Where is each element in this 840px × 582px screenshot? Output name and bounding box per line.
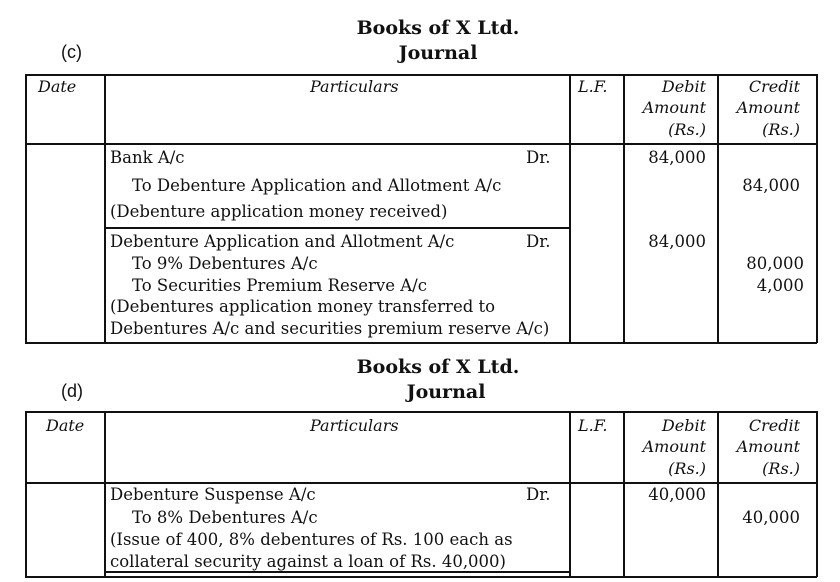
header-date: Date bbox=[46, 416, 85, 435]
journal-title-d: Journal bbox=[406, 381, 486, 403]
credit-account: To 9% Debentures A/c bbox=[132, 254, 318, 273]
narration: (Issue of 400, 8% debentures of Rs. 100 each as bbox=[110, 530, 513, 549]
narration: (Debentures application money transferred to bbox=[110, 297, 496, 316]
debit-account: Bank A/c bbox=[110, 148, 185, 167]
narration: (Debenture application money received) bbox=[110, 202, 448, 221]
dr-marker: Dr. bbox=[526, 148, 551, 167]
journal-title-c: Journal bbox=[398, 42, 478, 64]
dr-marker: Dr. bbox=[526, 232, 551, 251]
credit-amount: 80,000 bbox=[746, 254, 804, 273]
header-particulars: Particulars bbox=[310, 416, 399, 435]
header-particulars: Particulars bbox=[310, 77, 399, 96]
header-credit-unit: (Rs.) bbox=[762, 459, 800, 478]
narration: collateral security against a loan of Rs. 40,000) bbox=[110, 552, 506, 571]
header-date: Date bbox=[38, 77, 77, 96]
debit-amount: 84,000 bbox=[648, 148, 706, 167]
section-label-d: (d) bbox=[61, 381, 83, 401]
header-credit-amount: Amount bbox=[736, 98, 800, 117]
header-credit-amount: Amount bbox=[736, 437, 800, 456]
credit-account: To Securities Premium Reserve A/c bbox=[132, 276, 427, 295]
header-debit: Debit bbox=[661, 77, 706, 96]
header-debit-unit: (Rs.) bbox=[668, 120, 706, 139]
header-debit-unit: (Rs.) bbox=[668, 459, 706, 478]
debit-amount: 84,000 bbox=[648, 232, 706, 251]
credit-account: To Debenture Application and Allotment A/c bbox=[132, 176, 502, 195]
credit-account: To 8% Debentures A/c bbox=[132, 508, 318, 527]
header-lf: L.F. bbox=[578, 416, 608, 435]
header-lf: L.F. bbox=[578, 77, 608, 96]
debit-account: Debenture Application and Allotment A/c bbox=[110, 232, 455, 251]
debit-account: Debenture Suspense A/c bbox=[110, 485, 316, 504]
header-debit-amount: Amount bbox=[642, 437, 706, 456]
dr-marker: Dr. bbox=[526, 485, 551, 504]
debit-amount: 40,000 bbox=[648, 485, 706, 504]
books-title-c: Books of X Ltd. bbox=[356, 17, 520, 39]
header-debit: Debit bbox=[661, 416, 706, 435]
books-title-d: Books of X Ltd. bbox=[356, 356, 520, 378]
header-credit-unit: (Rs.) bbox=[762, 120, 800, 139]
header-credit: Credit bbox=[748, 77, 800, 96]
credit-amount: 84,000 bbox=[742, 176, 800, 195]
narration: Debentures A/c and securities premium reserve A/c) bbox=[110, 319, 550, 338]
credit-amount: 4,000 bbox=[756, 276, 804, 295]
header-credit: Credit bbox=[748, 416, 800, 435]
section-label-c: (c) bbox=[61, 42, 82, 62]
header-debit-amount: Amount bbox=[642, 98, 706, 117]
credit-amount: 40,000 bbox=[742, 508, 800, 527]
